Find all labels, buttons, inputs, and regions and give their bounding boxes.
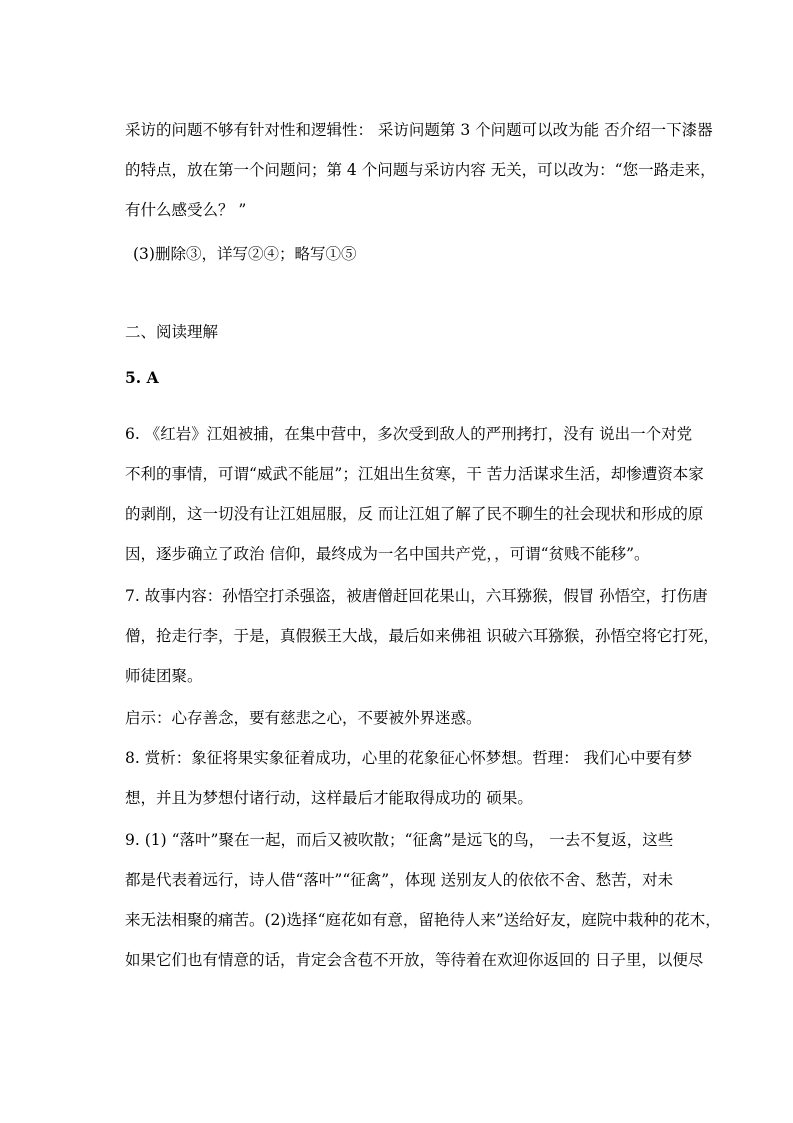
answer-line: 5. A: [125, 368, 159, 387]
paragraph-line: 7. 故事内容：孙悟空打杀强盗，被唐僧赶回花果山，六耳猕猴，假冒 孙悟空，打伤唐: [125, 587, 708, 605]
paragraph-line: 9. (1) “落叶”聚在一起，而后又被吹散；“征禽”是远飞的鸟， 一去不复返，这些: [125, 831, 674, 849]
paragraph-line: 都是代表着远行，诗人借“落叶”“征禽”，体现 送别友人的依依不舍、愁苦，对未: [125, 871, 674, 889]
section-heading: 二、阅读理解: [125, 323, 219, 341]
paragraph-line: 6. 《红岩》江姐被捕，在集中营中，多次受到敌人的严刑拷打，没有 说出一个对党: [125, 425, 693, 443]
paragraph-line: 有什么感受么？ ”: [125, 201, 247, 219]
paragraph-line: (3)删除③，详写②④；略写①⑤: [133, 245, 357, 263]
paragraph-line: 不利的事情，可谓“威武不能屈”；江姐出生贫寒，干 苦力活谋求生活，却惨遭资本家: [125, 465, 704, 483]
paragraph-line: 启示：心存善念，要有慈悲之心，不要被外界迷惑。: [125, 709, 482, 727]
paragraph-line: 如果它们也有情意的话，肯定会含苞不开放，等待着在欢迎你返回的 日子里，以便尽: [125, 951, 704, 969]
paragraph-line: 僧，抢走行李，于是，真假猴王大战，最后如来佛祖 识破六耳猕猴，孙悟空将它打死，: [125, 627, 719, 645]
paragraph-line: 来无法相聚的痛苦。(2)选择“庭花如有意，留艳待人来”送给好友，庭院中栽种的花木，: [125, 911, 721, 929]
paragraph-line: 的特点，放在第一个问题问；第 4 个问题与采访内容 无关，可以改为：“您一路走来，: [125, 161, 716, 179]
paragraph-line: 师徒团聚。: [125, 667, 203, 685]
paragraph-line: 采访的问题不够有针对性和逻辑性： 采访问题第 3 个问题可以改为能 否介绍一下漆器: [125, 121, 713, 139]
paragraph-line: 想，并且为梦想付诸行动，这样最后才能取得成功的 硕果。: [125, 789, 533, 807]
paragraph-line: 8. 赏析：象征将果实象征着成功，心里的花象征心怀梦想。哲理： 我们心中要有梦: [125, 749, 693, 767]
paragraph-line: 的剥削，这一切没有让江姐屈服，反 而让江姐了解了民不聊生的社会现状和形成的原: [125, 505, 704, 523]
paragraph-line: 因，逐步确立了政治 信仰，最终成为一名中国共产党，，可谓“贫贱不能移”。: [125, 545, 650, 563]
